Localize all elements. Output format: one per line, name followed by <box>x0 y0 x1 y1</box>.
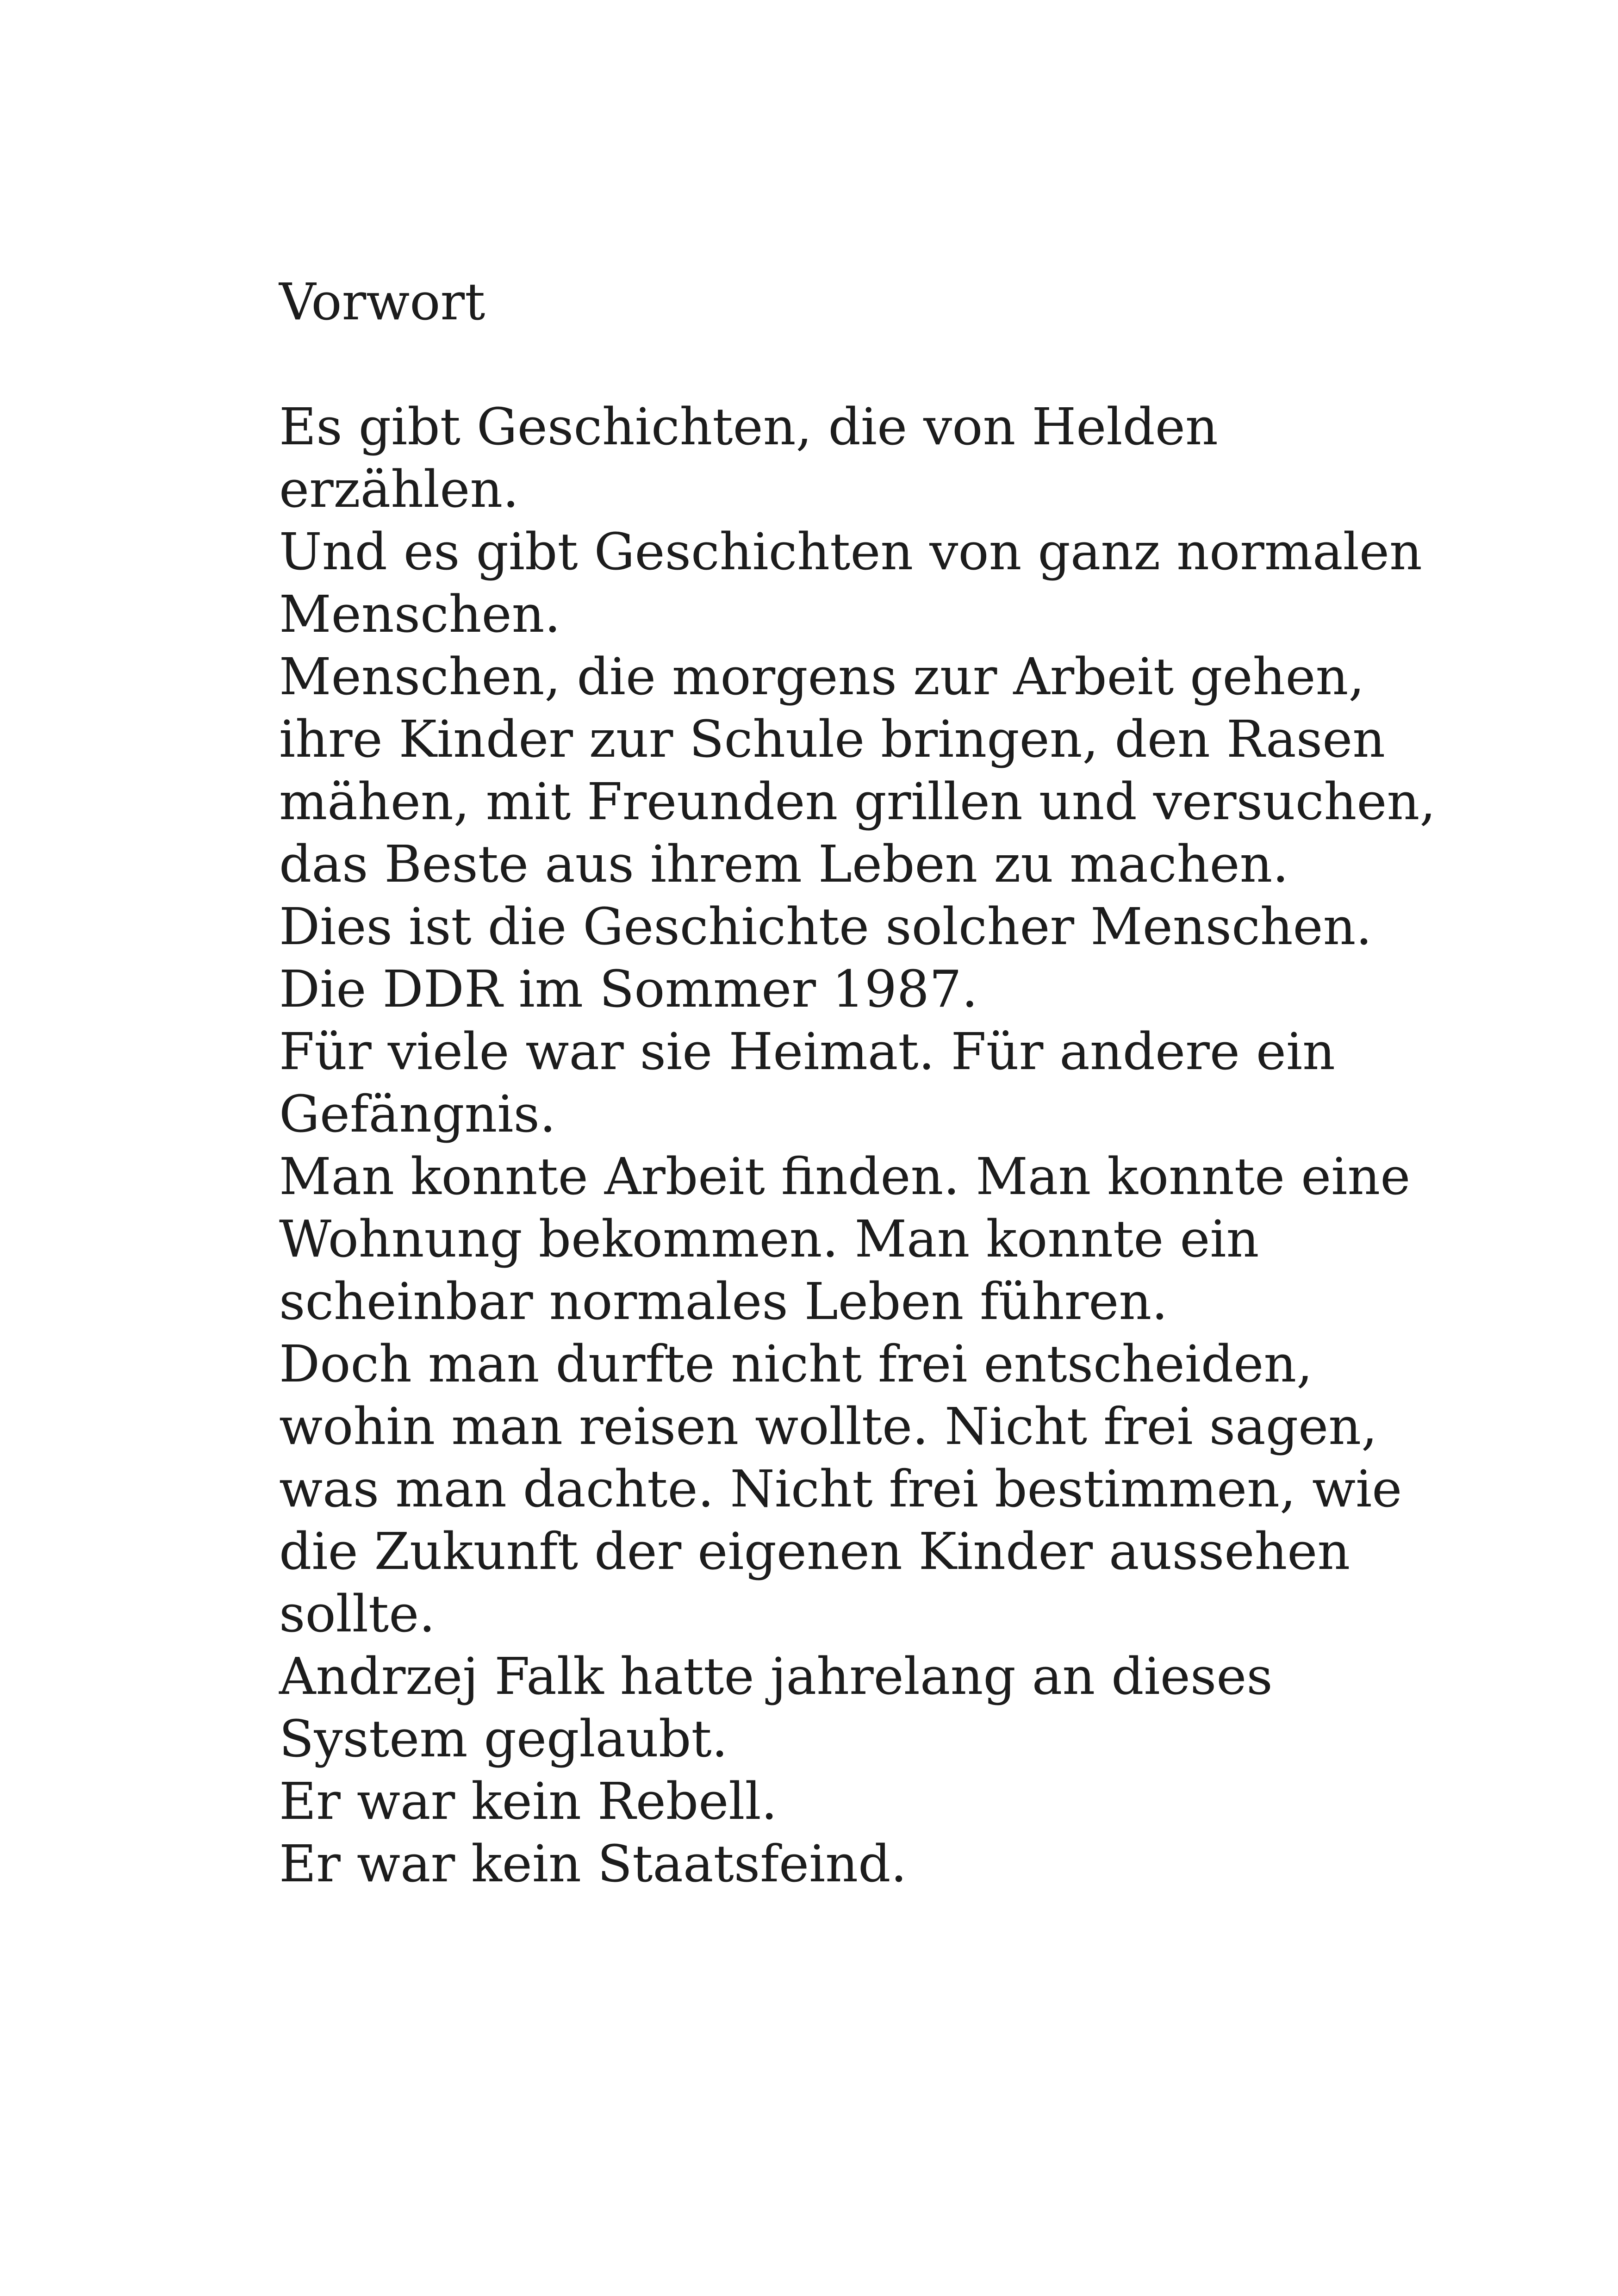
text-line: was man dachte. Nicht frei bestimmen, wie <box>279 1459 1402 1518</box>
text-line: die Zukunft der eigenen Kinder aussehen <box>279 1522 1350 1581</box>
text-line: Und es gibt Geschichten von ganz normalen <box>279 522 1422 581</box>
text-line: Man konnte Arbeit finden. Man konnte eine <box>279 1147 1411 1206</box>
text-line: sollte. <box>279 1584 436 1643</box>
text-line: Er war kein Staatsfeind. <box>279 1834 907 1893</box>
text-line: scheinbar normales Leben führen. <box>279 1272 1168 1331</box>
text-line: Er war kein Rebell. <box>279 1772 778 1831</box>
text-line: Gefängnis. <box>279 1084 556 1144</box>
text-line: Wohnung bekommen. Man konnte ein <box>279 1209 1259 1269</box>
text-line: Dies ist die Geschichte solcher Menschen. <box>279 897 1372 956</box>
text-line: wohin man reisen wollte. Nicht frei sagen, <box>279 1397 1378 1456</box>
page-title: Vorwort <box>279 272 485 331</box>
text-line: erzählen. <box>279 460 519 519</box>
document-body <box>279 271 1436 1895</box>
text-line: ihre Kinder zur Schule bringen, den Rasen <box>279 709 1386 769</box>
text-line: Andrzej Falk hatte jahrelang an dieses <box>279 1647 1273 1706</box>
text-line: Für viele war sie Heimat. Für andere ein <box>279 1022 1336 1081</box>
text-line: Die DDR im Sommer 1987. <box>279 959 978 1019</box>
text-line: mähen, mit Freunden grillen und versuchen, <box>279 772 1436 831</box>
text-line: Menschen, die morgens zur Arbeit gehen, <box>279 647 1365 706</box>
text-line: System geglaubt. <box>279 1709 728 1768</box>
text-line: Es gibt Geschichten, die von Helden <box>279 397 1218 456</box>
text-line: das Beste aus ihrem Leben zu machen. <box>279 834 1289 894</box>
text-line: Menschen. <box>279 585 561 644</box>
text-block <box>279 396 1436 1895</box>
text-line: Doch man durfte nicht frei entscheiden, <box>279 1334 1313 1394</box>
